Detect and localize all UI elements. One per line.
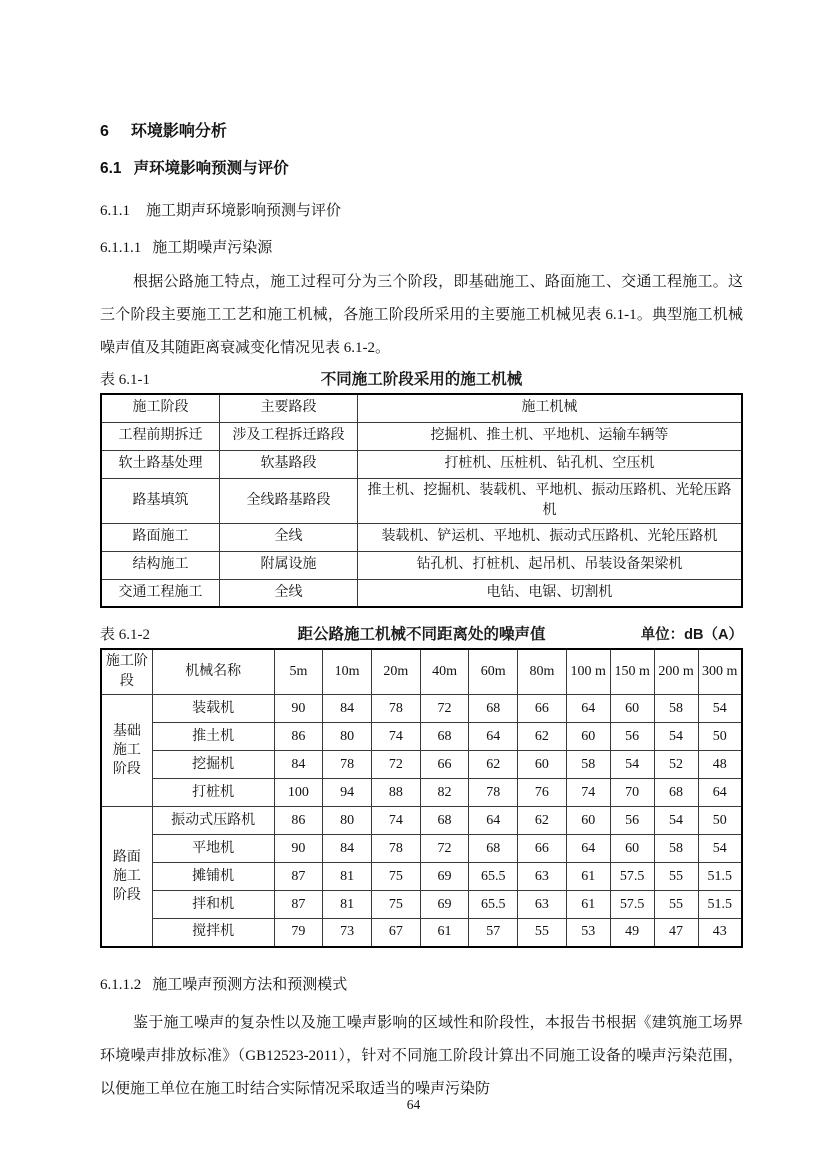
table-cell: 路面施工 bbox=[101, 523, 220, 551]
table-row bbox=[101, 723, 742, 751]
noise-value-cell: 64 bbox=[469, 807, 518, 835]
noise-value-cell: 84 bbox=[323, 835, 372, 863]
table-cell: 装载机、铲运机、平地机、振动式压路机、光轮压路机 bbox=[357, 523, 742, 551]
noise-value-cell: 60 bbox=[518, 751, 567, 779]
noise-value-cell: 64 bbox=[469, 723, 518, 751]
noise-value-cell: 49 bbox=[610, 919, 654, 947]
table-cell: 结构施工 bbox=[101, 551, 220, 579]
noise-value-cell: 78 bbox=[469, 779, 518, 807]
table1-header-row bbox=[101, 394, 742, 422]
noise-value-cell: 79 bbox=[274, 919, 323, 947]
machine-name-cell: 摊铺机 bbox=[152, 863, 274, 891]
noise-value-cell: 66 bbox=[518, 695, 567, 723]
table-cell: 推土机、挖掘机、装载机、平地机、振动压路机、光轮压路机 bbox=[357, 478, 742, 523]
noise-value-cell: 68 bbox=[420, 807, 469, 835]
phase-cell: 路面施工阶段 bbox=[101, 807, 152, 947]
table-cell: 全线 bbox=[220, 523, 358, 551]
noise-value-cell: 55 bbox=[654, 863, 698, 891]
machine-name-cell: 振动式压路机 bbox=[152, 807, 274, 835]
noise-value-cell: 87 bbox=[274, 891, 323, 919]
table-cell: 工程前期拆迁 bbox=[101, 422, 220, 450]
table-cell: 软基路段 bbox=[220, 450, 358, 478]
noise-value-cell: 68 bbox=[420, 723, 469, 751]
noise-value-cell: 87 bbox=[274, 863, 323, 891]
noise-value-cell: 68 bbox=[654, 779, 698, 807]
heading-number: 6 bbox=[100, 123, 109, 140]
noise-value-cell: 90 bbox=[274, 835, 323, 863]
noise-value-cell: 53 bbox=[566, 919, 610, 947]
table-cell: 涉及工程拆迁路段 bbox=[220, 422, 358, 450]
column-header: 施工阶段 bbox=[101, 394, 220, 422]
noise-value-cell: 51.5 bbox=[698, 891, 742, 919]
table2-title: 距公路施工机械不同距离处的噪声值 bbox=[297, 626, 546, 643]
heading-section-6-1-1-1 bbox=[100, 236, 743, 257]
noise-value-cell: 58 bbox=[654, 835, 698, 863]
noise-value-cell: 62 bbox=[518, 723, 567, 751]
heading-section-6-1-1 bbox=[100, 199, 743, 220]
noise-value-cell: 66 bbox=[420, 751, 469, 779]
column-header: 150 m bbox=[610, 649, 654, 695]
noise-value-cell: 78 bbox=[371, 835, 420, 863]
table-row bbox=[101, 579, 742, 607]
noise-value-cell: 50 bbox=[698, 807, 742, 835]
noise-value-cell: 81 bbox=[323, 891, 372, 919]
noise-value-cell: 63 bbox=[518, 891, 567, 919]
table1-body bbox=[101, 422, 742, 607]
column-header: 施工机械 bbox=[357, 394, 742, 422]
noise-value-cell: 54 bbox=[698, 835, 742, 863]
noise-value-cell: 68 bbox=[469, 695, 518, 723]
noise-value-cell: 72 bbox=[420, 835, 469, 863]
noise-value-cell: 82 bbox=[420, 779, 469, 807]
table-row bbox=[101, 863, 742, 891]
noise-value-cell: 81 bbox=[323, 863, 372, 891]
noise-value-cell: 61 bbox=[566, 891, 610, 919]
noise-value-cell: 74 bbox=[371, 723, 420, 751]
noise-value-cell: 84 bbox=[323, 695, 372, 723]
heading-text: 施工噪声预测方法和预测模式 bbox=[152, 976, 348, 993]
noise-value-cell: 60 bbox=[566, 723, 610, 751]
noise-value-cell: 75 bbox=[371, 863, 420, 891]
table-cell: 路基填筑 bbox=[101, 478, 220, 523]
noise-value-cell: 58 bbox=[654, 695, 698, 723]
table1-caption bbox=[100, 370, 743, 392]
noise-value-cell: 47 bbox=[654, 919, 698, 947]
noise-value-cell: 75 bbox=[371, 891, 420, 919]
machine-name-cell: 平地机 bbox=[152, 835, 274, 863]
noise-value-cell: 64 bbox=[566, 835, 610, 863]
page-content bbox=[100, 118, 743, 1106]
table-row bbox=[101, 891, 742, 919]
noise-value-cell: 60 bbox=[566, 807, 610, 835]
phase-cell: 基础施工阶段 bbox=[101, 695, 152, 807]
column-header: 5m bbox=[274, 649, 323, 695]
table-cell: 软土路基处理 bbox=[101, 450, 220, 478]
table-row bbox=[101, 835, 742, 863]
paragraph-construction-phases: 根据公路施工特点，施工过程可分为三个阶段，即基础施工、路面施工、交通工程施工。这三个阶段主要施工工艺和施工机械，各施工阶段所采用的主要施工机械见表 6.1-1。典型施工机械噪声值及其随距离衰减变化情况见表 6.1-2。 bbox=[100, 274, 743, 356]
noise-value-cell: 50 bbox=[698, 723, 742, 751]
noise-value-cell: 52 bbox=[654, 751, 698, 779]
heading-number: 6.1.1.2 bbox=[100, 976, 142, 993]
noise-value-cell: 55 bbox=[518, 919, 567, 947]
noise-value-cell: 54 bbox=[610, 751, 654, 779]
heading-text: 声环境影响预测与评价 bbox=[133, 160, 289, 177]
noise-value-cell: 73 bbox=[323, 919, 372, 947]
heading-number: 6.1 bbox=[100, 160, 122, 177]
noise-value-cell: 60 bbox=[610, 695, 654, 723]
table-row bbox=[101, 807, 742, 835]
table-cell: 交通工程施工 bbox=[101, 579, 220, 607]
page-number: 64 bbox=[406, 1097, 421, 1112]
noise-value-cell: 60 bbox=[610, 835, 654, 863]
column-header: 300 m bbox=[698, 649, 742, 695]
noise-value-cell: 54 bbox=[654, 723, 698, 751]
noise-value-cell: 65.5 bbox=[469, 891, 518, 919]
noise-value-cell: 54 bbox=[698, 695, 742, 723]
noise-value-cell: 90 bbox=[274, 695, 323, 723]
column-header: 20m bbox=[371, 649, 420, 695]
noise-value-cell: 64 bbox=[698, 779, 742, 807]
heading-number: 6.1.1 bbox=[100, 203, 130, 219]
table2-unit: 单位：dB（A） bbox=[640, 627, 743, 643]
table1-label: 表 6.1-1 bbox=[100, 372, 150, 388]
heading-number: 6.1.1.1 bbox=[100, 240, 142, 256]
column-header: 施工阶段 bbox=[101, 649, 152, 695]
table-cell: 挖掘机、推土机、平地机、运输车辆等 bbox=[357, 422, 742, 450]
table2-caption bbox=[100, 625, 743, 647]
machine-name-cell: 挖掘机 bbox=[152, 751, 274, 779]
machine-name-cell: 推土机 bbox=[152, 723, 274, 751]
noise-value-cell: 43 bbox=[698, 919, 742, 947]
table-cell: 全线路基路段 bbox=[220, 478, 358, 523]
machine-name-cell: 搅拌机 bbox=[152, 919, 274, 947]
noise-value-cell: 62 bbox=[469, 751, 518, 779]
table-row bbox=[101, 695, 742, 723]
noise-value-cell: 69 bbox=[420, 863, 469, 891]
noise-value-cell: 86 bbox=[274, 807, 323, 835]
table-row bbox=[101, 919, 742, 947]
table-row bbox=[101, 751, 742, 779]
table-row bbox=[101, 478, 742, 523]
table-cell: 电钻、电锯、切割机 bbox=[357, 579, 742, 607]
noise-value-cell: 88 bbox=[371, 779, 420, 807]
noise-value-cell: 68 bbox=[469, 835, 518, 863]
heading-section-6 bbox=[100, 118, 743, 141]
noise-value-cell: 78 bbox=[371, 695, 420, 723]
table-noise-levels bbox=[100, 648, 743, 948]
noise-value-cell: 76 bbox=[518, 779, 567, 807]
noise-value-cell: 72 bbox=[371, 751, 420, 779]
noise-value-cell: 62 bbox=[518, 807, 567, 835]
machine-name-cell: 装载机 bbox=[152, 695, 274, 723]
noise-value-cell: 74 bbox=[371, 807, 420, 835]
noise-value-cell: 57 bbox=[469, 919, 518, 947]
column-header: 10m bbox=[323, 649, 372, 695]
noise-value-cell: 67 bbox=[371, 919, 420, 947]
noise-value-cell: 100 bbox=[274, 779, 323, 807]
table-cell: 打桩机、压桩机、钻孔机、空压机 bbox=[357, 450, 742, 478]
noise-value-cell: 65.5 bbox=[469, 863, 518, 891]
noise-value-cell: 66 bbox=[518, 835, 567, 863]
noise-value-cell: 80 bbox=[323, 807, 372, 835]
noise-value-cell: 72 bbox=[420, 695, 469, 723]
noise-value-cell: 69 bbox=[420, 891, 469, 919]
heading-section-6-1-1-2 bbox=[100, 973, 743, 994]
table-row bbox=[101, 551, 742, 579]
noise-value-cell: 61 bbox=[566, 863, 610, 891]
noise-value-cell: 48 bbox=[698, 751, 742, 779]
noise-value-cell: 94 bbox=[323, 779, 372, 807]
table-row bbox=[101, 422, 742, 450]
noise-value-cell: 55 bbox=[654, 891, 698, 919]
column-header: 40m bbox=[420, 649, 469, 695]
noise-value-cell: 80 bbox=[323, 723, 372, 751]
noise-value-cell: 70 bbox=[610, 779, 654, 807]
column-header: 80m bbox=[518, 649, 567, 695]
column-header: 机械名称 bbox=[152, 649, 274, 695]
heading-section-6-1 bbox=[100, 156, 743, 178]
column-header: 100 m bbox=[566, 649, 610, 695]
noise-value-cell: 56 bbox=[610, 807, 654, 835]
heading-text: 施工期声环境影响预测与评价 bbox=[146, 203, 342, 219]
heading-text: 环境影响分析 bbox=[130, 123, 227, 140]
column-header: 200 m bbox=[654, 649, 698, 695]
table1-title: 不同施工阶段采用的施工机械 bbox=[320, 371, 523, 388]
paragraph-prediction-method: 鉴于施工噪声的复杂性以及施工噪声影响的区域性和阶段性，本报告书根据《建筑施工场界环境噪声排放标准》（GB12523-2011），针对不同施工阶段计算出不同施工设备的噪声污染范围，以便施工单位在施工时结合实际情况采取适当的噪声污染防 bbox=[100, 1014, 743, 1097]
noise-value-cell: 74 bbox=[566, 779, 610, 807]
table-cell: 附属设施 bbox=[220, 551, 358, 579]
table-cell: 全线 bbox=[220, 579, 358, 607]
noise-value-cell: 84 bbox=[274, 751, 323, 779]
noise-value-cell: 57.5 bbox=[610, 891, 654, 919]
table-row bbox=[101, 779, 742, 807]
noise-value-cell: 54 bbox=[654, 807, 698, 835]
table-construction-machines bbox=[100, 393, 743, 608]
table-cell: 钻孔机、打桩机、起吊机、吊装设备架梁机 bbox=[357, 551, 742, 579]
column-header: 60m bbox=[469, 649, 518, 695]
machine-name-cell: 拌和机 bbox=[152, 891, 274, 919]
noise-value-cell: 56 bbox=[610, 723, 654, 751]
noise-value-cell: 78 bbox=[323, 751, 372, 779]
noise-value-cell: 86 bbox=[274, 723, 323, 751]
table2-label: 表 6.1-2 bbox=[100, 627, 150, 643]
table-row bbox=[101, 523, 742, 551]
column-header: 主要路段 bbox=[220, 394, 358, 422]
noise-value-cell: 63 bbox=[518, 863, 567, 891]
table-row bbox=[101, 450, 742, 478]
noise-value-cell: 57.5 bbox=[610, 863, 654, 891]
table2-header-row bbox=[101, 649, 742, 695]
noise-value-cell: 61 bbox=[420, 919, 469, 947]
noise-value-cell: 64 bbox=[566, 695, 610, 723]
noise-value-cell: 58 bbox=[566, 751, 610, 779]
noise-value-cell: 51.5 bbox=[698, 863, 742, 891]
heading-text: 施工期噪声污染源 bbox=[152, 240, 273, 256]
machine-name-cell: 打桩机 bbox=[152, 779, 274, 807]
table2-body bbox=[101, 695, 742, 947]
